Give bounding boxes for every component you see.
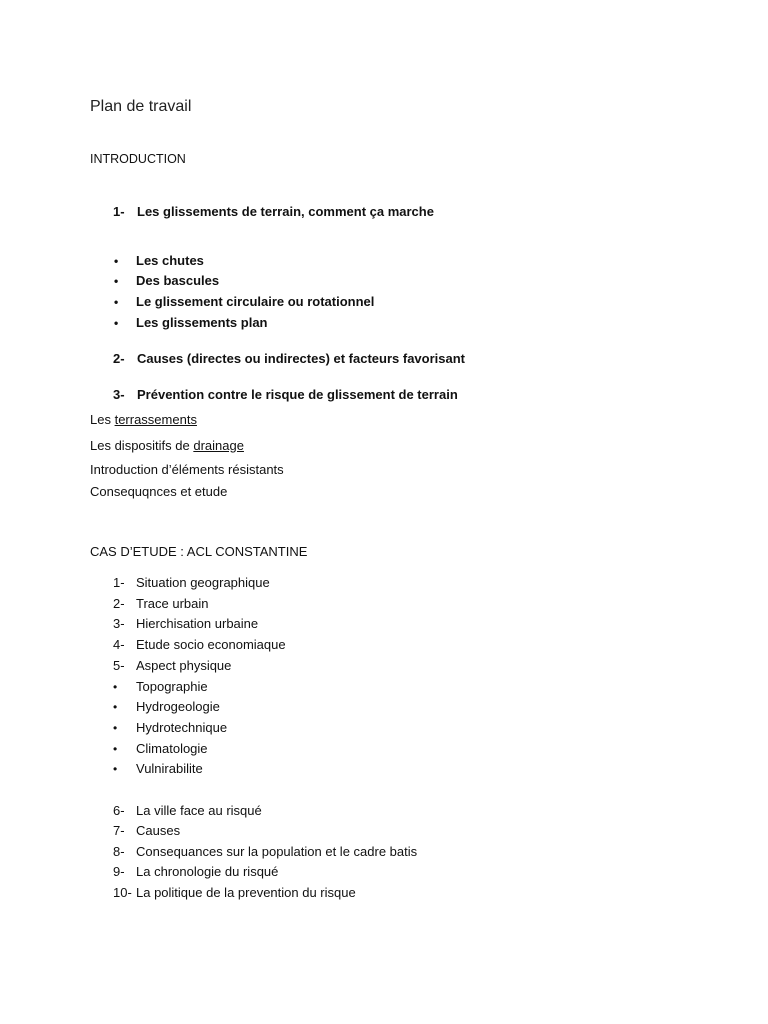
list-item-number: 10-: [113, 884, 132, 900]
bullet-icon: •: [114, 295, 119, 309]
list-item-label: Topographie: [136, 678, 208, 694]
list-item: [114, 253, 204, 268]
list-item-label: Les chutes: [136, 253, 204, 268]
bullet-icon: •: [114, 254, 119, 268]
bullet-icon: •: [114, 316, 119, 330]
list-item-label: Situation geographique: [136, 575, 270, 590]
list-item-number: 8-: [113, 843, 125, 859]
list-item: [114, 294, 374, 309]
bullet-icon: •: [113, 741, 118, 756]
drainage-prefix: Les dispositifs de: [90, 438, 194, 453]
list-item-label: Des bascules: [136, 273, 220, 288]
list-item-label: Trace urbain: [136, 595, 209, 611]
list-item-label: La chronologie du risqué: [136, 864, 279, 880]
list-item: [113, 759, 286, 780]
list-item-label: Hierchisation urbaine: [136, 616, 259, 632]
list-item-label: La ville face au risqué: [136, 803, 262, 818]
list-item-number: 5-: [113, 657, 125, 673]
list-item-label: Consequances sur la population et le cadre batis: [136, 843, 418, 859]
list-item-label: Vulnirabilite: [136, 761, 203, 777]
list-item: [113, 739, 286, 760]
list-item: [113, 614, 286, 635]
list-item: [113, 862, 417, 882]
list-item: [113, 573, 286, 594]
list-item: [113, 821, 417, 841]
list-item-number: 1-: [113, 575, 125, 590]
bullet-icon: •: [113, 720, 118, 735]
case-study-heading: CAS D’ETUDE : ACL CONSTANTINE: [90, 544, 308, 559]
list-item: [113, 883, 417, 903]
page-title: Plan de travail: [90, 98, 192, 115]
terrassements-link[interactable]: terrassements: [114, 412, 197, 427]
list-item-number: 6-: [113, 803, 125, 818]
list-item-number: 4-: [113, 637, 125, 653]
list-item-label: Causes: [136, 823, 181, 839]
list-item-label: Aspect physique: [136, 657, 232, 673]
bullet-icon: •: [113, 762, 118, 777]
list-item-number: 3-: [113, 616, 125, 632]
list-item: [114, 315, 268, 330]
list-item: [113, 718, 286, 739]
case-study-list: [113, 573, 286, 780]
bullet-icon: •: [114, 274, 119, 288]
drainage-link[interactable]: drainage: [193, 438, 244, 453]
section-3: [113, 387, 458, 402]
section-2: [113, 351, 465, 366]
case-study-list-continued: [113, 801, 417, 903]
introduction-elements-line: Introduction d’éléments résistants: [90, 462, 284, 477]
list-item-label: Hydrotechnique: [136, 719, 228, 735]
terrassements-line: [90, 412, 197, 427]
drainage-line: [90, 438, 244, 453]
list-item-label: Hydrogeologie: [136, 699, 220, 715]
list-item: [113, 635, 286, 656]
terrassements-prefix: Les: [90, 412, 115, 427]
section-3-number: 3-: [113, 387, 125, 402]
list-item: [113, 842, 417, 862]
section-2-number: 2-: [113, 351, 125, 366]
section-3-label: Prévention contre le risque de glissement de terrain: [137, 387, 458, 402]
list-item-label: La politique de la prevention du risque: [136, 884, 356, 900]
list-item: [113, 697, 286, 718]
section-1-number: 1-: [113, 204, 125, 219]
list-item-label: Les glissements plan: [136, 315, 268, 330]
list-item: [113, 801, 417, 821]
list-item: [113, 677, 286, 698]
intro-heading: INTRODUCTION: [90, 152, 186, 166]
list-item-number: 2-: [113, 595, 125, 611]
bullet-icon: •: [113, 679, 118, 694]
list-item-label: Le glissement circulaire ou rotationnel: [136, 294, 375, 309]
section-1-label: Les glissements de terrain, comment ça marche: [137, 204, 434, 219]
list-item-label: Climatologie: [136, 740, 208, 756]
consequences-line: Consequqnces et etude: [90, 484, 228, 499]
list-item: [113, 656, 286, 677]
section-2-label: Causes (directes ou indirectes) et facteurs favorisant: [137, 351, 466, 366]
list-item: [113, 594, 286, 615]
list-item: [114, 273, 219, 288]
bullet-icon: •: [113, 700, 118, 715]
list-item-label: Etude socio economiaque: [136, 637, 286, 653]
list-item-number: 9-: [113, 864, 125, 880]
section-1: [113, 204, 434, 219]
list-item-number: 7-: [113, 823, 125, 839]
